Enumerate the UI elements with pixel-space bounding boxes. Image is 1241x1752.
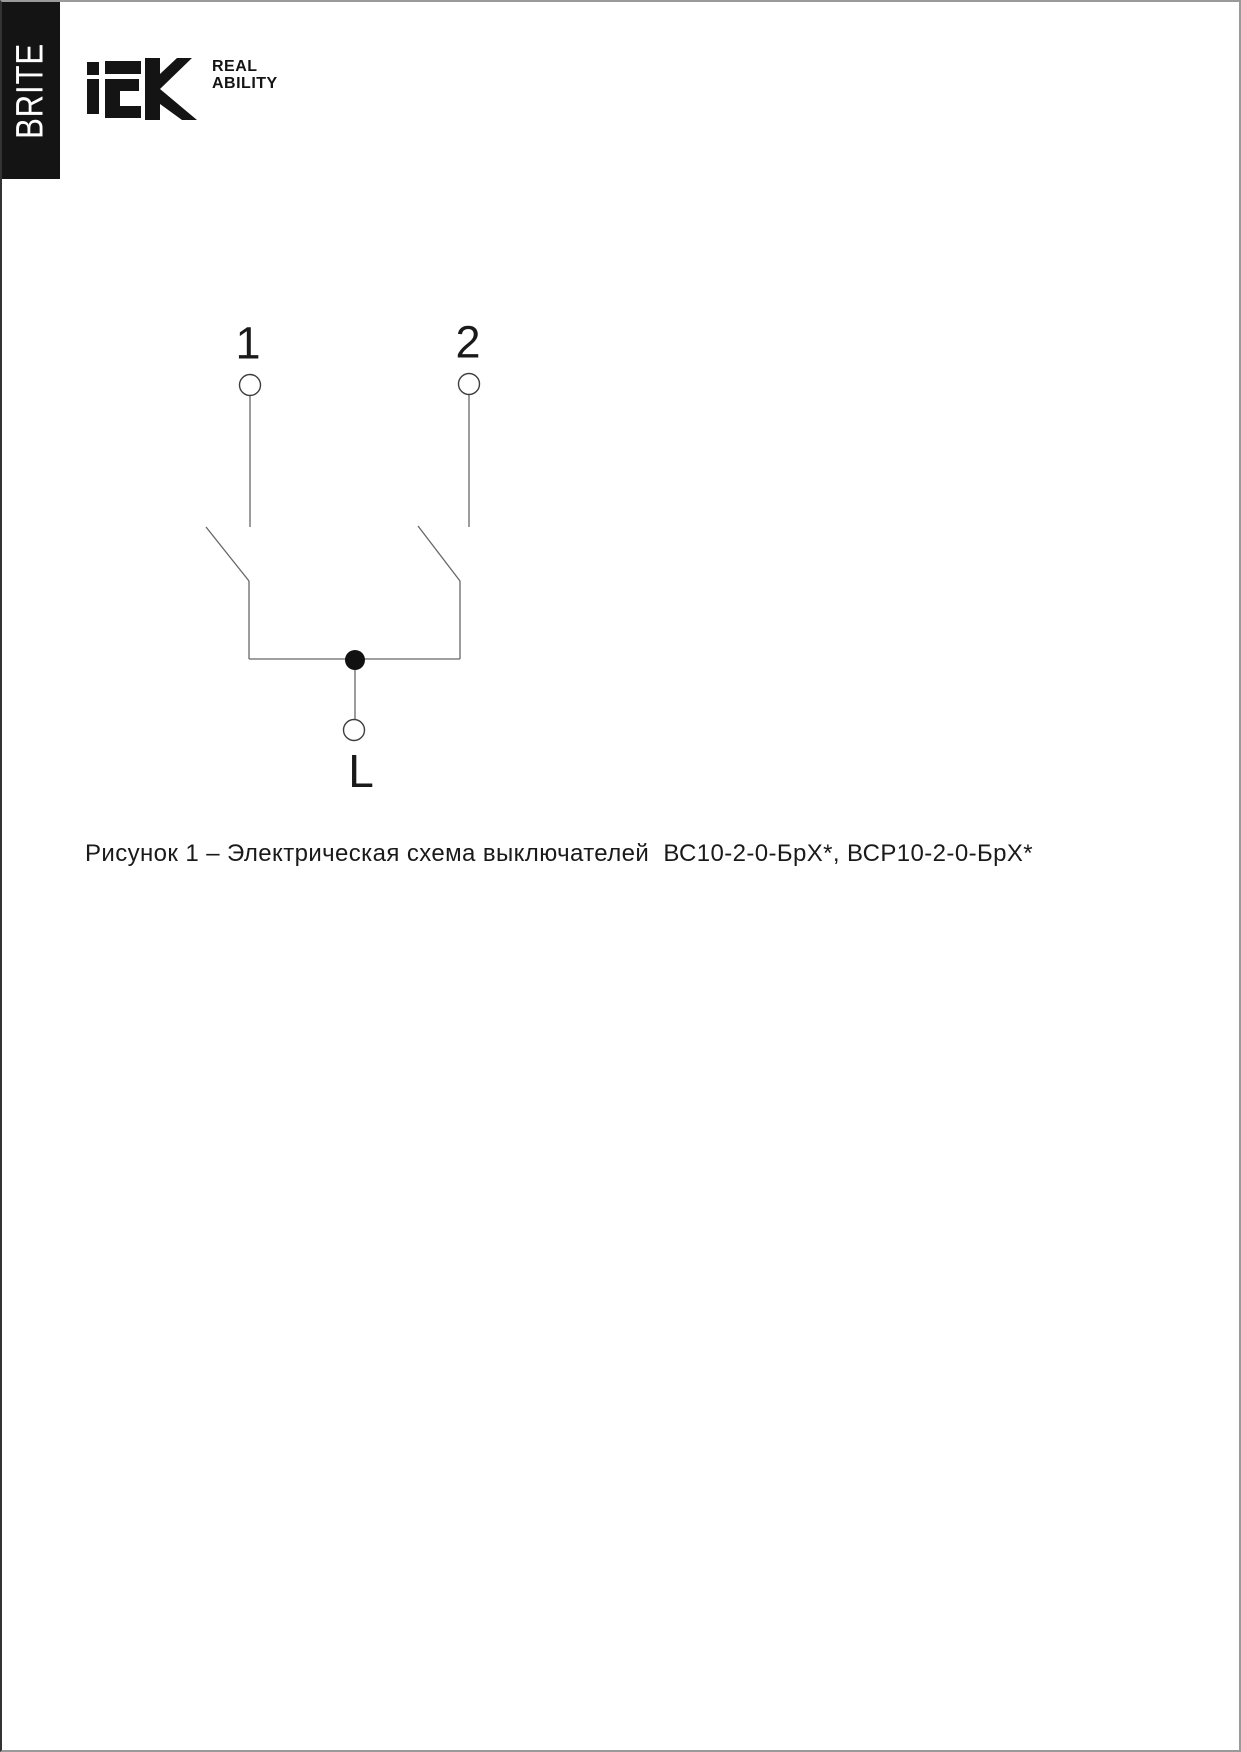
circuit-diagram (2, 2, 702, 822)
logo-i-stem (87, 79, 99, 114)
figure-caption: Рисунок 1 – Электрическая схема выключателей ВС10-2-0-БрХ*, ВСР10-2-0-БрХ* (85, 840, 1034, 867)
logo-i-dot (87, 62, 99, 75)
logo-e-top-bar (105, 61, 141, 74)
brite-series-label: BRITE (9, 42, 52, 139)
terminal-2-label: 2 (455, 316, 481, 368)
logo-k-lower-arm (160, 89, 197, 120)
brite-series-banner (2, 2, 60, 179)
terminal-l-circle (344, 720, 365, 741)
logo-e-body (105, 79, 141, 118)
logo-k-upper-arm (160, 58, 192, 89)
terminal-l-label: L (348, 745, 374, 797)
terminal-2-circle (459, 374, 480, 395)
iek-logo-icon (86, 56, 198, 122)
junction-dot (345, 650, 365, 670)
tagline-line-ability: ABILITY (212, 74, 278, 92)
switch1-blade (206, 527, 249, 581)
switch2-blade (418, 526, 460, 581)
logo-k-stem (145, 58, 160, 120)
tagline-line-real: REAL (212, 58, 258, 75)
terminal-1-circle (240, 375, 261, 396)
brand-tagline (212, 59, 278, 92)
terminal-1-label: 1 (235, 317, 261, 369)
